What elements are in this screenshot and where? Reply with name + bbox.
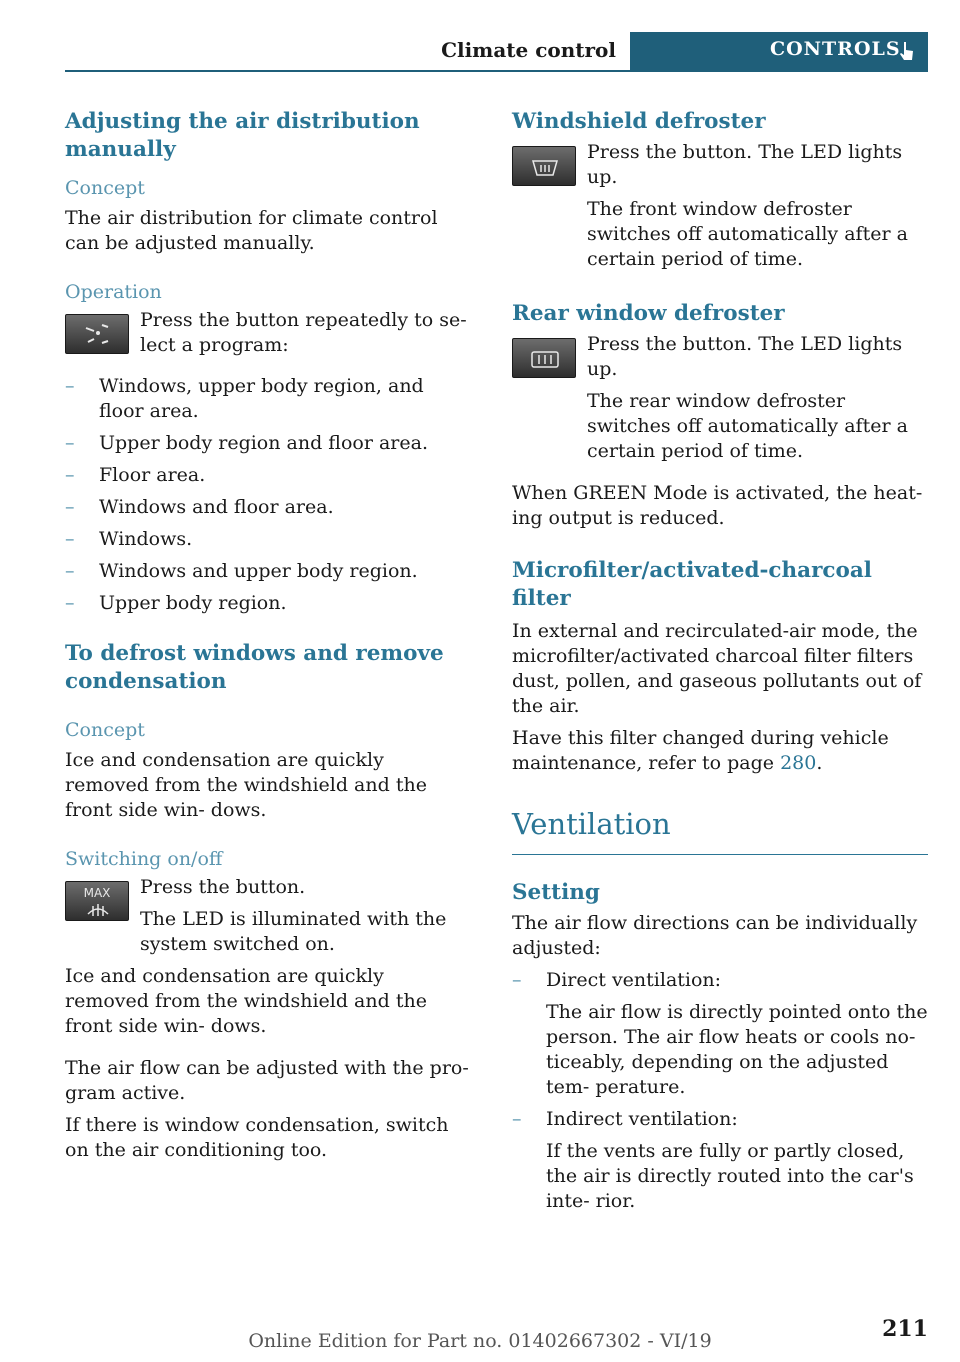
section-title-air-distribution: Adjusting the air distribution manually <box>65 109 420 162</box>
concept-paragraph: The air distribution for climate control can be adjusted manually. <box>65 207 438 254</box>
rear-press-text: Press the button. The LED lights up. <box>587 333 903 380</box>
page-header <box>65 32 928 72</box>
ventilation-item-direct <box>512 968 928 1100</box>
maintenance-text: Have this filter changed during vehicle maintenance, refer to page <box>512 727 889 774</box>
windshield-defrost-icon <box>513 147 577 187</box>
windshield-defrost-button-icon <box>512 146 576 186</box>
program-item: – Upper body region and floor area. <box>65 431 470 456</box>
program-item: – Windows, upper body region, and floor area. <box>65 374 470 424</box>
rear-auto-off-text: The rear window defroster switches off automatically after a certain period of time. <box>587 390 908 462</box>
page-reference-link[interactable]: 280 <box>780 752 817 774</box>
header-rule <box>65 70 928 72</box>
rear-window-defrost-icon <box>513 339 577 379</box>
defrost-paragraph-ac: If there is window condensation, switch on the air conditioning too. <box>65 1114 449 1161</box>
left-column <box>65 108 470 1163</box>
ventilation-item-indirect <box>512 1107 928 1214</box>
windshield-button-row <box>512 140 928 272</box>
rear-window-button-row <box>512 332 928 464</box>
windshield-auto-off-text: The front window defroster switches off automatically after a certain period of time. <box>587 198 908 270</box>
direct-text: The air flow is directly pointed onto the person. The air flow heats or cools no- ticeably, depending on the adjusted tem- perature. <box>546 1001 928 1098</box>
subheading-concept: Concept <box>65 177 145 199</box>
page-number: 211 <box>882 1316 928 1342</box>
program-item: – Floor area. <box>65 463 470 488</box>
edition-footer: Online Edition for Part no. 01402667302 - VI/19 <box>248 1330 712 1352</box>
section-title-microfilter: Microfilter/activated-charcoal filter <box>512 558 872 611</box>
microfilter-paragraph: In external and recirculated-air mode, the microfilter/activated charcoal filter filters dust, pollen, and gaseous pollutants out of the air. <box>512 620 922 717</box>
program-list <box>65 374 470 616</box>
air-flow-arrows-icon <box>66 315 130 355</box>
microfilter-maintenance-paragraph <box>512 726 928 776</box>
setting-paragraph: The air flow directions can be individually adjusted: <box>512 912 918 959</box>
program-item: – Windows and upper body region. <box>65 559 470 584</box>
max-defrost-button-icon <box>65 881 129 921</box>
air-distribution-button-icon <box>65 314 129 354</box>
max-label: MAX <box>83 886 111 900</box>
program-item: – Windows and floor area. <box>65 495 470 520</box>
header-section-title: Climate control <box>441 38 616 62</box>
defrost-paragraph-airflow: The air flow can be adjusted with the pro- gram active. <box>65 1057 469 1104</box>
led-illuminated-text: The LED is illuminated with the system switched on. <box>140 908 447 955</box>
right-column <box>512 108 928 1221</box>
section-title-rear-window: Rear window defroster <box>512 301 785 326</box>
green-mode-paragraph: When GREEN Mode is activated, the heat- ing output is reduced. <box>512 482 923 529</box>
subheading-operation: Operation <box>65 281 162 303</box>
header-chapter-label: CONTROLS <box>770 38 901 60</box>
subheading-switching: Switching on/off <box>65 848 223 870</box>
indirect-text: If the vents are fully or partly closed, the air is directly routed into the car's inte- rior. <box>546 1140 914 1212</box>
hand-pointer-icon <box>898 40 916 62</box>
direct-label: Direct ventilation: <box>546 969 722 991</box>
maintenance-period: . <box>816 752 823 774</box>
rear-defrost-button-icon <box>512 338 576 378</box>
header-chapter-tab <box>630 32 928 70</box>
switch-press-text: Press the button. <box>140 876 306 898</box>
ventilation-list <box>512 968 928 1214</box>
indirect-label: Indirect ventilation: <box>546 1108 738 1130</box>
program-item: – Windows. <box>65 527 470 552</box>
chapter-title-ventilation: Ventilation <box>512 806 928 855</box>
program-item: – Upper body region. <box>65 591 470 616</box>
section-title-defrost: To defrost windows and remove condensation <box>65 641 444 694</box>
operation-paragraph: Press the button repeatedly to se- lect a program: <box>140 309 467 356</box>
max-defrost-button-row <box>65 875 470 957</box>
air-distribution-button-row <box>65 308 470 364</box>
defrost-paragraph-ice: Ice and condensation are quickly removed from the windshield and the front side win- dows. <box>65 965 427 1037</box>
subheading-concept-defrost: Concept <box>65 719 145 741</box>
windshield-press-text: Press the button. The LED lights up. <box>587 141 903 188</box>
section-title-windshield: Windshield defroster <box>512 109 766 134</box>
defrost-concept-paragraph: Ice and condensation are quickly removed from the windshield and the front side win- dows. <box>65 749 427 821</box>
section-title-setting: Setting <box>512 880 600 905</box>
